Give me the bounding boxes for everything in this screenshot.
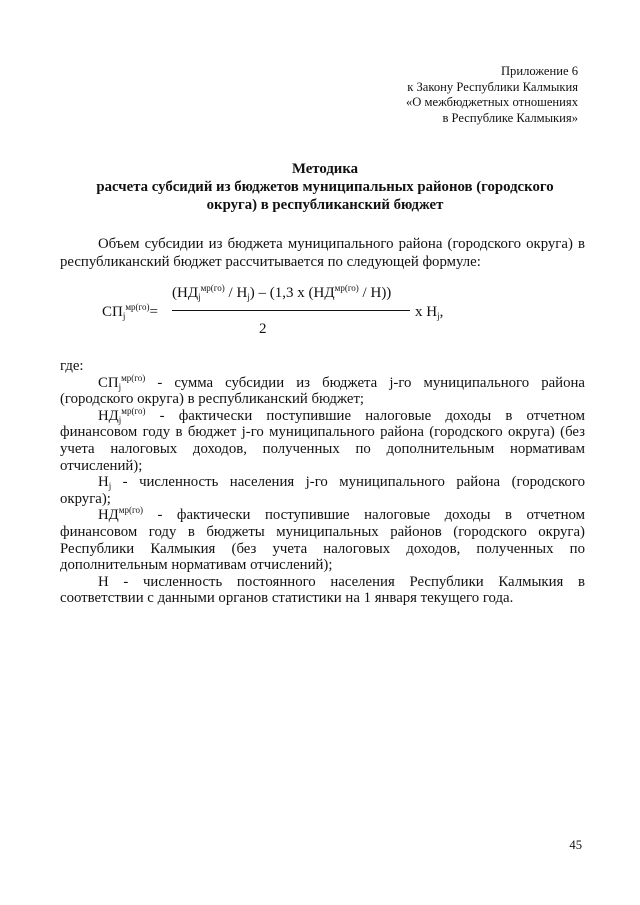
index-j: j	[118, 381, 122, 392]
definition-h-j	[60, 474, 585, 507]
intro-text: Объем субсидии из бюджета муниципального района (городского округа) в республиканский бюджет рассчитывается по следующей формуле:	[60, 236, 585, 270]
superscript-mr-go: мр(го)	[121, 405, 146, 416]
definition-text: - фактически поступившие налоговые доходы в отчетном финансовом году в бюджеты муниципальных районов (городского округа) Республики Калмыкия (без учета налоговых доходов, полученных по дополнительным нормативам отчислений);	[60, 507, 585, 574]
symbol-h: Н	[370, 285, 382, 301]
symbol-h: Н	[98, 474, 109, 491]
title-line-2: расчета субсидий из бюджетов муниципальных районов (городского	[96, 179, 554, 195]
index-j: j	[108, 481, 112, 492]
formula-rhs	[415, 304, 443, 321]
multiply-sign: x	[415, 304, 427, 320]
symbol-nd: НД	[98, 507, 119, 524]
definition-nd-j	[60, 405, 585, 474]
definitions	[60, 358, 585, 607]
where-label: где:	[60, 358, 84, 374]
intro-paragraph	[60, 235, 585, 271]
index-j: j	[437, 311, 440, 321]
index-j: j	[122, 311, 126, 321]
appendix-law-title-cont: в Республике Калмыкия»	[442, 110, 578, 125]
symbol-nd: НД	[98, 407, 119, 424]
symbol-h: Н	[98, 573, 109, 590]
paren-close: ))	[381, 285, 392, 301]
page-title	[60, 160, 590, 214]
paren-open: (	[172, 285, 177, 301]
formula-lhs	[102, 304, 158, 321]
formula-numerator	[172, 285, 391, 302]
title-line-1: Методика	[291, 161, 359, 177]
title-line-3: округа) в республиканский бюджет	[206, 197, 444, 213]
comma: ,	[439, 304, 444, 320]
appendix-header	[406, 64, 578, 126]
symbol-nd: НД	[177, 285, 199, 301]
appendix-number: Приложение 6	[500, 64, 578, 78]
symbol-sp: СП	[102, 304, 123, 320]
definition-sp	[60, 372, 585, 408]
appendix-law-title: «О межбюджетных отношениях	[405, 95, 578, 109]
definition-text: - численность населения j-го муниципального района (городского округа);	[60, 474, 585, 507]
superscript-mr-go: мр(го)	[334, 283, 359, 293]
index-j: j	[118, 414, 122, 425]
divide-sign: /	[358, 285, 371, 301]
formula-denominator: 2	[259, 321, 267, 337]
symbol-sp: СП	[98, 374, 119, 391]
divide-sign: /	[224, 285, 237, 301]
definition-text: - численность постоянного населения Республики Калмыкия в соответствии с данными органов статистики на 1 января текущего года.	[60, 573, 585, 607]
definition-h	[60, 574, 585, 607]
symbol-nd: НД	[313, 285, 335, 301]
symbol-h: Н	[236, 285, 248, 301]
definition-text: - фактически поступившие налоговые доходы в отчетном финансовом году в бюджет j-го муниципального района (городского округа) (без учета налоговых доходов, полученных по дополнительным нормативам отчислений);	[60, 407, 585, 474]
formula	[60, 285, 585, 345]
fraction-bar	[172, 310, 410, 311]
definition-text: - сумма субсидии из бюджета j-го муниципального района (городского округа) в республиканский бюджет;	[60, 374, 585, 408]
superscript-mr-go: мр(го)	[118, 505, 143, 516]
appendix-law-ref: к Закону Республики Калмыкия	[407, 79, 578, 94]
index-j: j	[198, 292, 201, 302]
superscript-mr-go: мр(го)	[200, 283, 225, 293]
superscript-mr-go: мр(го)	[121, 372, 146, 383]
superscript-mr-go: мр(го)	[125, 302, 150, 312]
page-number: 45	[569, 838, 582, 852]
formula-middle: ) – (1,3 x (	[249, 285, 314, 301]
symbol-h: Н	[426, 304, 438, 320]
index-j: j	[247, 292, 250, 302]
equals-sign: =	[149, 304, 158, 320]
definition-nd	[60, 507, 585, 573]
